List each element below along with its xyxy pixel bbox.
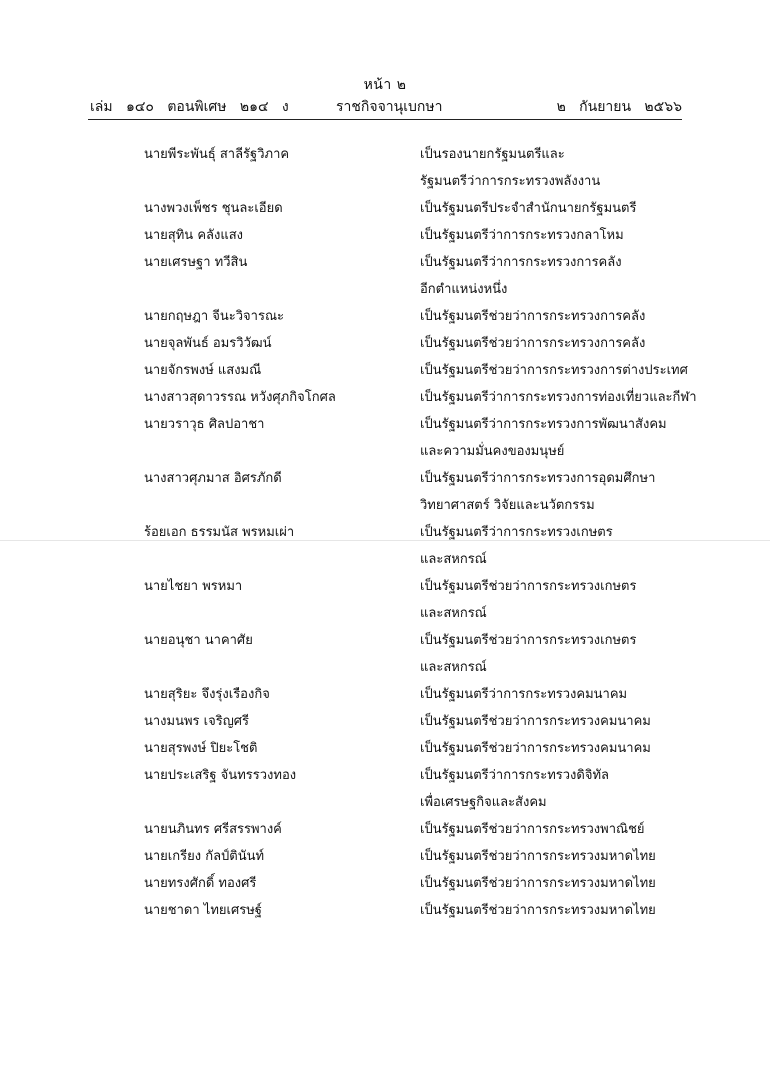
appointed-position (420, 708, 760, 735)
page-header (90, 96, 682, 118)
position-line: เป็นรัฐมนตรีช่วยว่าการกระทรวงการต่างประเทศ (420, 363, 688, 378)
appointee-name: นางสาวสุดาวรรณ หวังศุภกิจโกศล (144, 390, 336, 405)
appointed-position (420, 222, 760, 249)
appointee-name: นายพีระพันธุ์ สาลีรัฐวิภาค (144, 147, 290, 162)
appointee-name: นายนภินทร ศรีสรรพางค์ (144, 822, 282, 837)
position-line: และสหกรณ์ (420, 606, 487, 621)
position-line: และสหกรณ์ (420, 552, 487, 567)
position-line: เป็นรัฐมนตรีว่าการกระทรวงการคลัง (420, 255, 622, 270)
position-line: เป็นรัฐมนตรีประจำสำนักนายกรัฐมนตรี (420, 201, 637, 216)
position-line: และสหกรณ์ (420, 660, 487, 675)
appointee-name: นายจุลพันธ์ อมรวิวัฒน์ (144, 336, 272, 351)
appointment-entry (0, 357, 770, 384)
position-line: เป็นรัฐมนตรีช่วยว่าการกระทรวงคมนาคม (420, 714, 651, 729)
appointee-name: นายประเสริฐ จันทรรวงทอง (144, 768, 297, 783)
position-line: เป็นรัฐมนตรีว่าการกระทรวงการอุดมศึกษา (420, 471, 656, 486)
page-number: หน้า ๒ (363, 77, 407, 93)
appointed-position (420, 870, 760, 897)
appointee-name: นายเกรียง กัลป์ตินันท์ (144, 849, 265, 864)
position-line: เป็นรัฐมนตรีว่าการกระทรวงการท่องเที่ยวและกีฬา (420, 390, 697, 405)
appointee-name: นายอนุชา นาคาศัย (144, 633, 253, 648)
appointed-position (420, 465, 760, 519)
position-line: เป็นรัฐมนตรีช่วยว่าการกระทรวงการคลัง (420, 336, 646, 351)
appointed-position (420, 897, 760, 924)
appointment-entry (0, 330, 770, 357)
appointee-name: นายจักรพงษ์ แสงมณี (144, 363, 262, 378)
appointment-list (0, 141, 770, 924)
appointed-position (420, 195, 760, 222)
appointment-entry (0, 465, 770, 519)
appointed-position (420, 816, 760, 843)
appointment-entry (0, 222, 770, 249)
appointment-entry (0, 519, 770, 573)
appointee-name: นายสุริยะ จึงรุ่งเรืองกิจ (144, 687, 270, 702)
appointment-entry (0, 735, 770, 762)
appointment-entry (0, 411, 770, 465)
appointment-entry (0, 897, 770, 924)
position-line: เป็นรัฐมนตรีว่าการกระทรวงคมนาคม (420, 687, 628, 702)
position-line: เป็นรัฐมนตรีช่วยว่าการกระทรวงมหาดไทย (420, 903, 656, 918)
appointed-position (420, 357, 760, 384)
appointed-position (420, 411, 760, 465)
position-line: เป็นรัฐมนตรีว่าการกระทรวงการพัฒนาสังคม (420, 417, 667, 432)
appointed-position (420, 330, 760, 357)
position-line: รัฐมนตรีว่าการกระทรวงพลังงาน (420, 174, 601, 189)
appointed-position (420, 303, 760, 330)
appointed-position (420, 573, 760, 627)
appointment-entry (0, 843, 770, 870)
appointee-name: นางสาวศุภมาส อิศรภักดี (144, 471, 282, 486)
position-line: เป็นรัฐมนตรีช่วยว่าการกระทรวงเกษตร (420, 633, 637, 648)
position-line: เป็นรัฐมนตรีว่าการกระทรวงกลาโหม (420, 228, 624, 243)
publication-date: ๒ กันยายน ๒๕๖๖ (556, 99, 682, 115)
appointed-position (420, 249, 760, 303)
appointment-entry (0, 870, 770, 897)
appointment-entry (0, 195, 770, 222)
appointment-entry (0, 627, 770, 681)
appointee-name: นายทรงศักดิ์ ทองศรี (144, 876, 257, 891)
position-line: เป็นรัฐมนตรีช่วยว่าการกระทรวงพาณิชย์ (420, 822, 645, 837)
position-line: เป็นรัฐมนตรีช่วยว่าการกระทรวงมหาดไทย (420, 849, 656, 864)
position-line: เป็นรัฐมนตรีช่วยว่าการกระทรวงเกษตร (420, 579, 637, 594)
appointment-entry (0, 708, 770, 735)
position-line: วิทยาศาสตร์ วิจัยและนวัตกรรม (420, 498, 595, 513)
appointee-name: นายไชยา พรหมา (144, 579, 243, 594)
position-line: และความมั่นคงของมนุษย์ (420, 444, 565, 459)
appointment-entry (0, 573, 770, 627)
appointee-name: นายสุทิน คลังแสง (144, 228, 243, 243)
position-line: เป็นรัฐมนตรีว่าการกระทรวงเกษตร (420, 525, 613, 540)
appointee-name: นายเศรษฐา ทวีสิน (144, 255, 248, 270)
appointed-position (420, 735, 760, 762)
appointment-entry (0, 303, 770, 330)
position-line: เป็นรองนายกรัฐมนตรีและ (420, 147, 565, 162)
appointee-name: นายสุรพงษ์ ปิยะโชติ (144, 741, 258, 756)
appointee-name: ร้อยเอก ธรรมนัส พรหมเผ่า (144, 525, 295, 540)
appointed-position (420, 519, 760, 573)
position-line: เป็นรัฐมนตรีช่วยว่าการกระทรวงคมนาคม (420, 741, 651, 756)
position-line: เป็นรัฐมนตรีว่าการกระทรวงดิจิทัล (420, 768, 610, 783)
position-line: เพื่อเศรษฐกิจและสังคม (420, 795, 547, 810)
appointee-name: นางมนพร เจริญศรี (144, 714, 250, 729)
position-line: เป็นรัฐมนตรีช่วยว่าการกระทรวงมหาดไทย (420, 876, 656, 891)
appointment-entry (0, 249, 770, 303)
appointment-entry (0, 681, 770, 708)
appointed-position (420, 141, 760, 195)
appointed-position (420, 384, 760, 411)
appointed-position (420, 681, 760, 708)
appointed-position (420, 627, 760, 681)
appointment-entry (0, 762, 770, 816)
appointee-name: นายวราวุธ ศิลปอาชา (144, 417, 265, 432)
appointment-entry (0, 384, 770, 411)
volume-issue: เล่ม ๑๔๐ ตอนพิเศษ ๒๑๔ ง (90, 99, 289, 115)
appointee-name: นางพวงเพ็ชร ชุนละเอียด (144, 201, 283, 216)
appointee-name: นายกฤษฎา จีนะวิจารณะ (144, 309, 285, 324)
appointee-name: นายชาดา ไทยเศรษฐ์ (144, 903, 262, 918)
position-line: อีกตำแหน่งหนึ่ง (420, 282, 508, 297)
gazette-title: ราชกิจจานุเบกษา (336, 99, 443, 115)
appointment-entry (0, 816, 770, 843)
position-line: เป็นรัฐมนตรีช่วยว่าการกระทรวงการคลัง (420, 309, 646, 324)
header-divider (88, 119, 682, 120)
appointed-position (420, 843, 760, 870)
appointment-entry (0, 141, 770, 195)
appointed-position (420, 762, 760, 816)
